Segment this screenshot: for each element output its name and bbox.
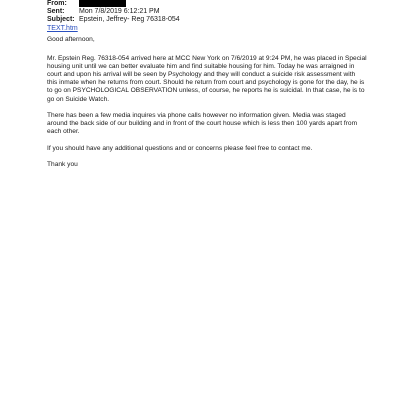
body-paragraph-3: If you should have any additional questions and or concerns please feel free to contact me. [47,144,313,152]
attachment-row [47,25,367,33]
email-body [47,36,367,178]
from-value [79,0,367,8]
body-paragraph-2: There has been a few media inquires via phone calls however no information given. Media was staged around the back side of our building and in front of the court house which is less then 100 yards apart from each other. [47,112,358,136]
subject-label: Subject: [47,16,75,24]
from-label: From: [47,0,67,7]
email-header [47,0,367,33]
sent-row [47,8,367,16]
body-paragraph-1: Mr. Epstein Reg. 76318-054 arrived here at MCC New York on 7/6/2019 at 9:24 PM, he was placed in Special housing unit until we can better evaluate him and find suitable housing for him. Today he was arraigned in court and upon his arrival will be seen by Psychology and they will conduct a suicide risk assessment with this inmate when he returns from court. Should he return from court and psychology is gone for the day, he is to go on PSYCHOLOGICAL OBSERVATION unless, of course, he reports he is suicidal. In that case, he is to go on Suicide Watch. [47,55,367,103]
closing: Thank you [47,161,78,169]
subject-value: Epstein, Jeffrey- Reg 76318-054 [79,16,180,24]
subject-row [47,16,367,24]
attachment-link[interactable]: TEXT.htm [47,24,78,32]
from-row [47,0,367,8]
redaction-box [79,0,126,7]
greeting: Good afternoon, [47,36,95,43]
sent-value: Mon 7/8/2019 6:12:21 PM [79,8,160,16]
sent-label: Sent: [47,8,65,16]
